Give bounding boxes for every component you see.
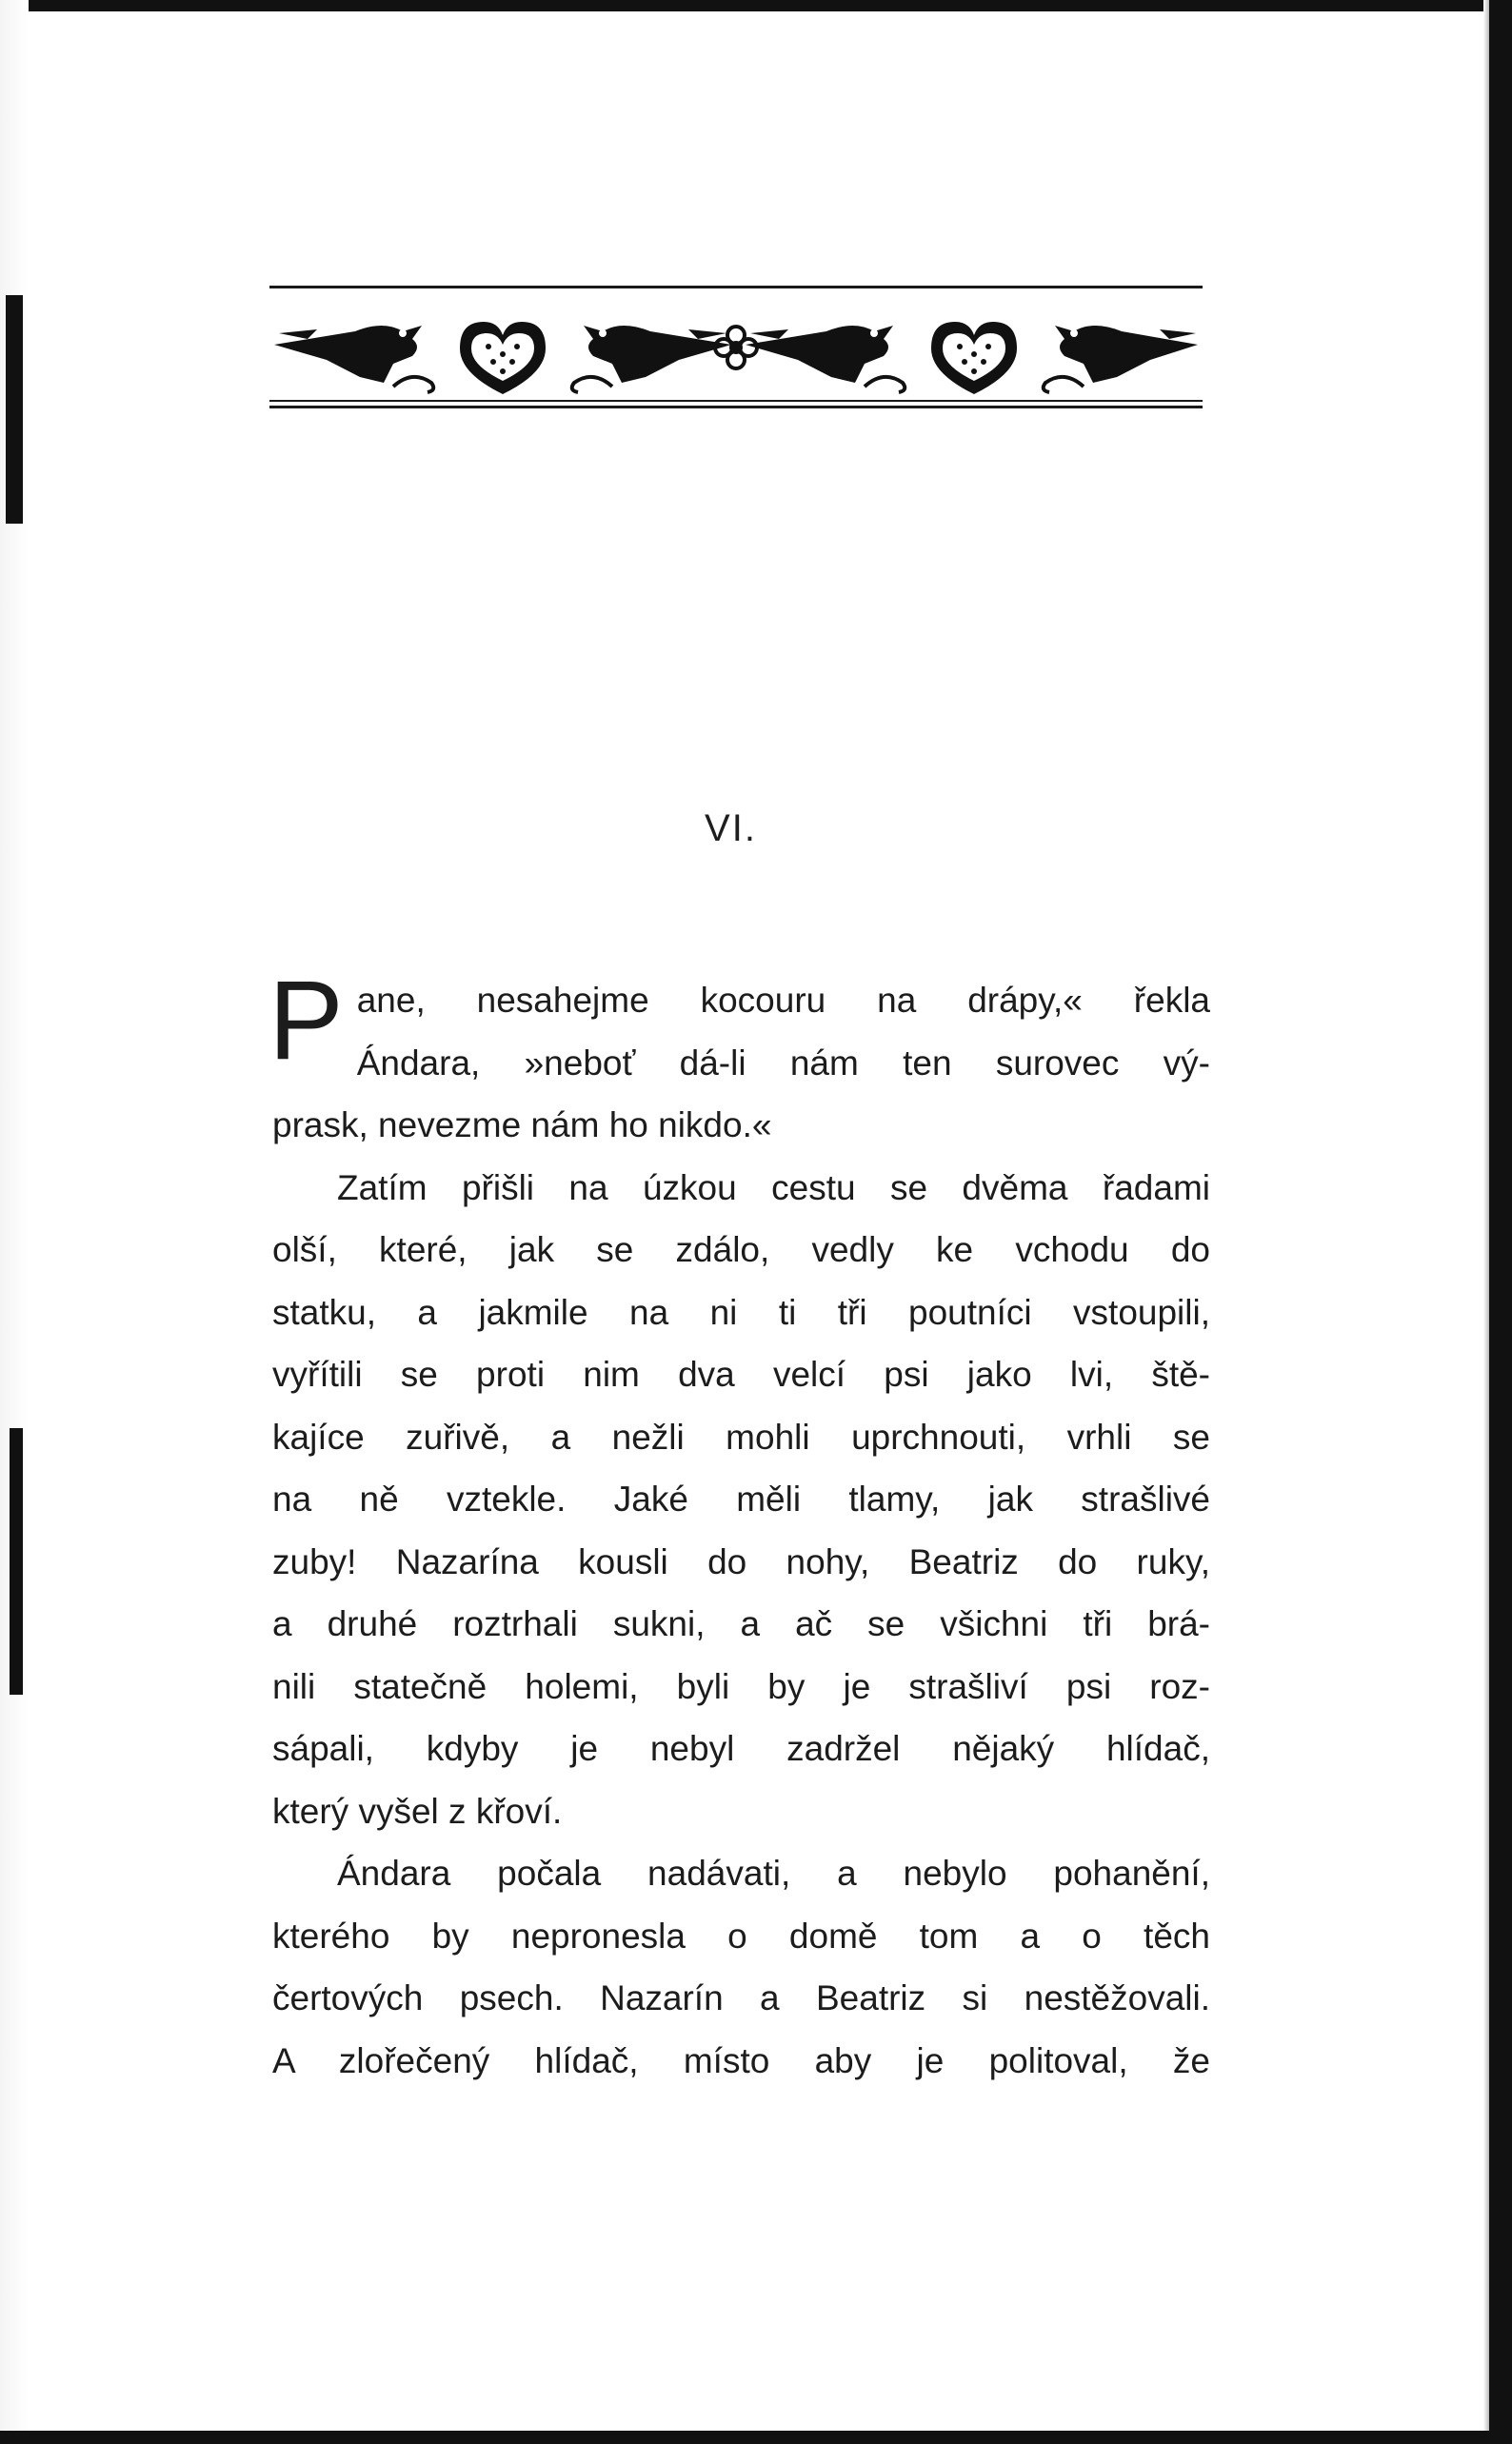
right-birds-heart-ornament	[746, 322, 1198, 394]
scan-edge-bottom	[0, 2431, 1512, 2444]
chapter-header-ornament	[269, 282, 1203, 415]
text-line: A zlořečený hlídač, místo aby je politoval, že	[272, 2040, 1210, 2080]
left-birds-heart-ornament	[274, 322, 731, 394]
text-line: sápali, kdyby je nebyl zadržel nějaký hlídač,	[272, 1729, 1210, 1768]
paragraph-3	[272, 1842, 1210, 2092]
paragraph-2	[272, 1157, 1210, 1843]
scan-mark-left-top	[6, 295, 23, 524]
text-line: olší, které, jak se zdálo, vedly ke vchodu do	[272, 1230, 1210, 1269]
text-line: a druhé roztrhali sukni, a ač se všichni tři brá-	[272, 1604, 1210, 1643]
text-line: Ándara, »neboť dá-li nám ten surovec vý-	[356, 1043, 1210, 1083]
text-line: nili statečně holemi, byli by je strašliví psi roz-	[272, 1666, 1210, 1706]
text-line: čertových psech. Nazarín a Beatriz si nestěžovali.	[272, 1978, 1210, 2017]
text-line: který vyšel z křoví.	[272, 1791, 563, 1831]
text-line: vyřítili se proti nim dva velcí psi jako lvi, ště-	[272, 1355, 1210, 1394]
scan-edge-right	[1489, 0, 1512, 2444]
drop-cap: P	[269, 958, 344, 1083]
text-line: zuby! Nazarína kousli do nohy, Beatriz do ruky,	[272, 1541, 1210, 1581]
text-line: na ně vztekle. Jaké měli tlamy, jak strašlivé	[272, 1480, 1210, 1519]
text-line: Ándara počala nadávati, a nebylo pohanění,	[337, 1854, 1210, 1893]
text-line: kterého by nepronesla o domě tom a o těch	[272, 1916, 1210, 1956]
text-line: prask, nevezme nám ho nikdo.«	[272, 1105, 772, 1144]
text-line: kajíce zuřivě, a nežli mohli uprchnouti, vrhli se	[272, 1417, 1210, 1457]
chapter-title: VI.	[705, 807, 757, 849]
text-line: ane, nesahejme kocouru na drápy,« řekla	[356, 981, 1210, 1020]
body-text	[269, 958, 1210, 2092]
paragraph-1	[269, 958, 1210, 1157]
scan-edge-top	[0, 0, 1512, 11]
text-line: statku, a jakmile na ni ti tři poutníci vstoupili,	[272, 1292, 1210, 1332]
scan-mark-left-middle	[10, 1428, 23, 1695]
text-line: Zatím přišli na úzkou cestu se dvěma řadami	[337, 1167, 1210, 1207]
